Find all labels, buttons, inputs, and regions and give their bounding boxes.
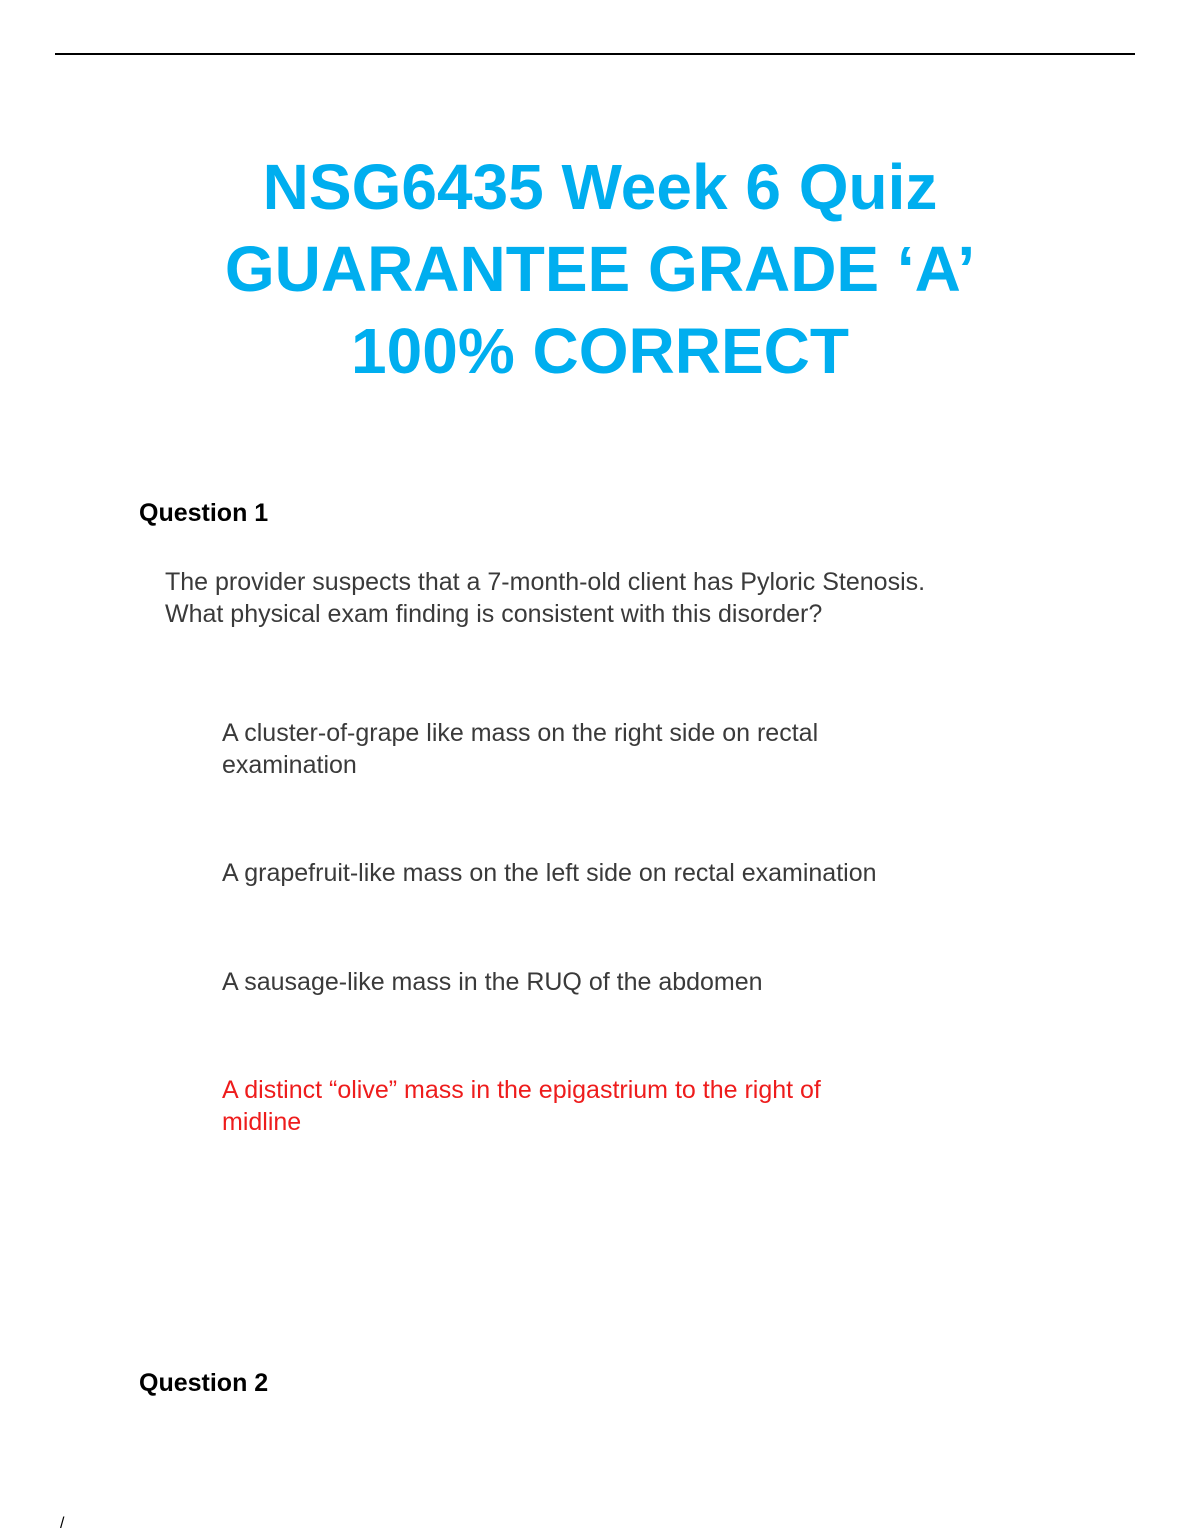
- question-1-heading: Question 1: [139, 499, 269, 527]
- footer-mark: /: [60, 1515, 65, 1532]
- title-line-1: NSG6435 Week 6 Quiz: [262, 151, 938, 223]
- answer-option-3-line-1: A sausage-like mass in the RUQ of the abdomen: [222, 968, 763, 996]
- question-1-text-line-2: What physical exam finding is consistent with this disorder?: [165, 600, 823, 628]
- question-1-text-line-1: The provider suspects that a 7-month-old client has Pyloric Stenosis.: [165, 568, 926, 596]
- answer-option-1-line-1: A cluster-of-grape like mass on the right side on rectal: [222, 719, 819, 747]
- answer-option-2: [222, 857, 1022, 889]
- answer-option-4-line-2: midline: [222, 1108, 302, 1136]
- answer-option-3: [222, 966, 1022, 998]
- question-1-text: [165, 566, 1065, 630]
- answer-option-1-line-2: examination: [222, 751, 357, 779]
- document-title: [0, 146, 1190, 392]
- top-horizontal-rule: [55, 53, 1135, 55]
- answer-option-2-line-1: A grapefruit-like mass on the left side on rectal examination: [222, 859, 877, 887]
- title-line-2: GUARANTEE GRADE ‘A’: [224, 233, 976, 305]
- answer-option-1: [222, 717, 1022, 781]
- answer-option-4-correct: [222, 1074, 1022, 1138]
- title-line-3: 100% CORRECT: [351, 315, 849, 387]
- question-2-heading: Question 2: [139, 1369, 269, 1397]
- answer-option-4-line-1: A distinct “olive” mass in the epigastrium to the right of: [222, 1076, 821, 1104]
